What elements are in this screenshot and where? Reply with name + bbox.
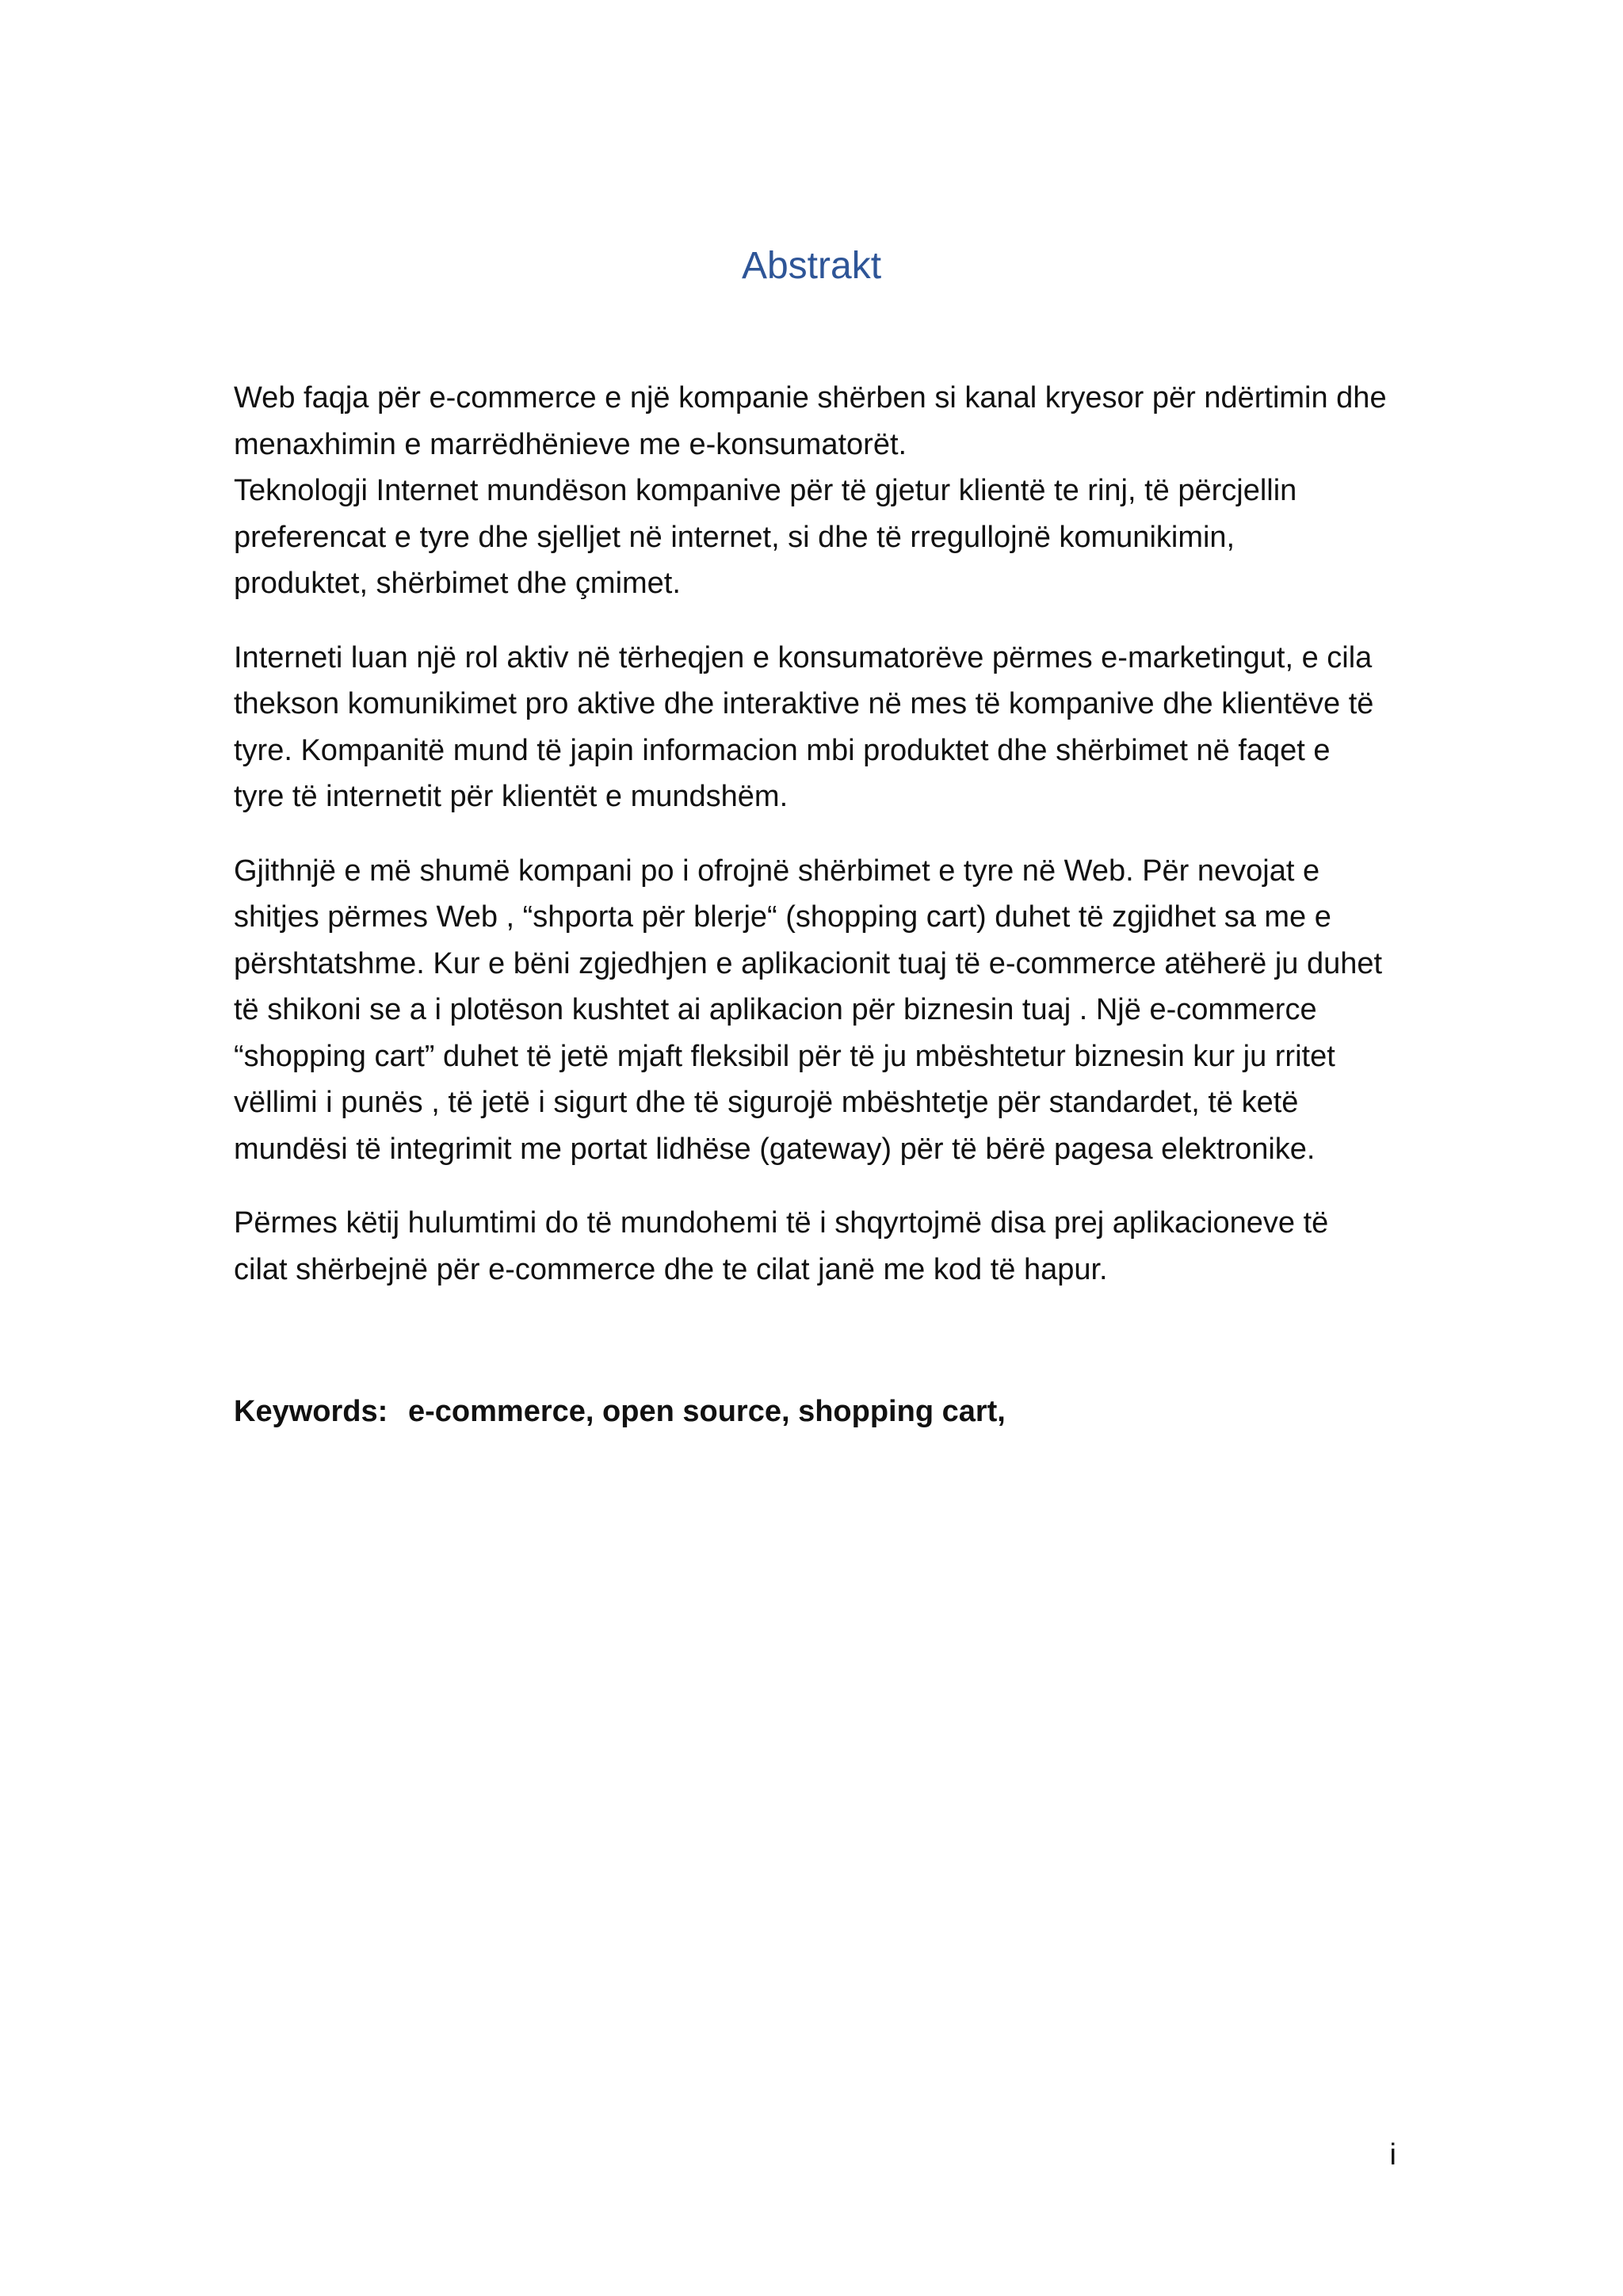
text-line: tyre të internetit për klientët e mundshëm. [234,780,789,813]
text-line: produktet, shërbimet dhe çmimet. [234,567,681,600]
text-line: Teknologji Internet mundëson kompanive për të gjetur klientë te rinj, të përcjellin [234,474,1297,507]
keywords-label: Keywords: [234,1395,388,1428]
text-line: preferencat e tyre dhe sjelljet në internet, si dhe të rregullojnë komunikimin, [234,520,1235,554]
page-number: i [1389,2138,1396,2172]
text-line: menaxhimin e marrëdhënieve me e-konsumatorët. [234,427,907,461]
text-line: thekson komunikimet pro aktive dhe interaktive në mes të kompanive dhe klientëve të [234,687,1374,720]
keywords-line [234,1389,1006,1435]
text-line: Gjithnjë e më shumë kompani po i ofrojnë shërbimet e tyre në Web. Për nevojat e [234,854,1320,888]
keywords-value: e-commerce, open source, shopping cart, [408,1395,1006,1428]
text-line: tyre. Kompanitë mund të japin informacion mbi produktet dhe shërbimet në faqet e [234,733,1331,767]
text-line: shitjes përmes Web , “shporta për blerje“ (shopping cart) duhet të zgjidhet sa me e [234,900,1331,934]
text-line: vëllimi i punës , të jetë i sigurt dhe të sigurojë mbështetje për standardet, të ketë [234,1086,1299,1119]
text-line: “shopping cart” duhet të jetë mjaft fleksibil për të ju mbështetur biznesin kur ju rritet [234,1039,1335,1073]
text-line: të shikoni se a i plotëson kushtet ai aplikacion për biznesin tuaj . Një e-commerce [234,993,1317,1026]
paragraph-1 [234,375,1411,607]
text-line: Web faqja për e-commerce e një kompanie shërben si kanal kryesor për ndërtimin dhe [234,381,1387,415]
abstract-body [234,375,1411,1320]
paragraph-3 [234,848,1411,1173]
text-line: Përmes këtij hulumtimi do të mundohemi të i shqyrtojmë disa prej aplikacioneve të [234,1206,1329,1240]
page-title: Abstrakt [741,245,882,287]
text-line: përshtatshme. Kur e bëni zgjedhjen e aplikacionit tuaj të e-commerce atëherë ju duhet [234,946,1383,980]
text-line: mundësi të integrimit me portat lidhëse (gateway) për të bërë pagesa elektronike. [234,1132,1316,1166]
paragraph-2 [234,635,1411,820]
text-line: Interneti luan një rol aktiv në tërheqjen e konsumatorëve përmes e-marketingut, e cila [234,640,1373,674]
text-line: cilat shërbejnë për e-commerce dhe te cilat janë me kod të hapur. [234,1252,1108,1286]
paragraph-4 [234,1200,1411,1293]
